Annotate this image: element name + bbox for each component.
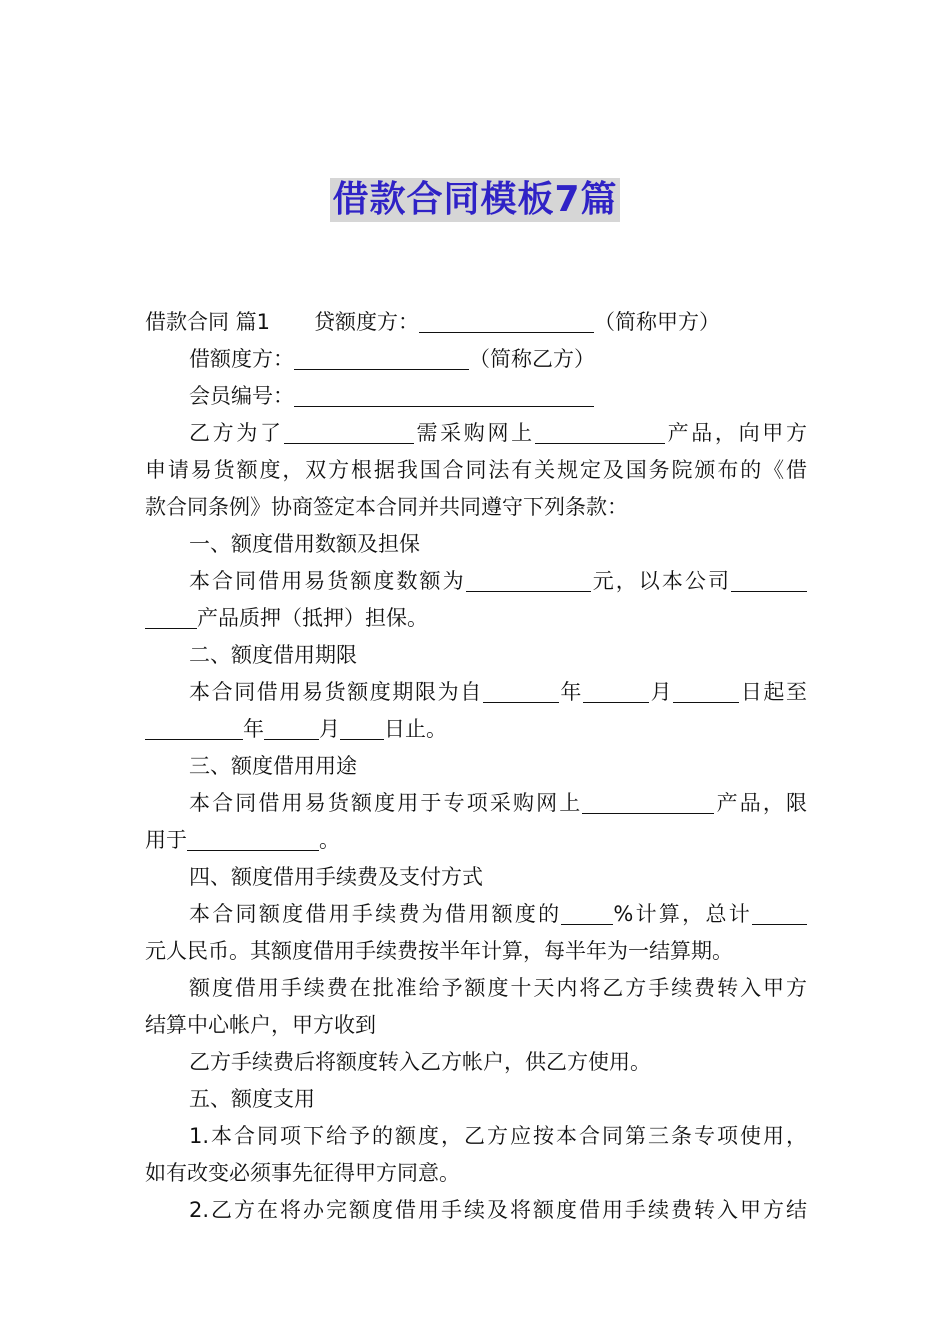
text-line bbox=[145, 415, 807, 452]
text-line: 申请易货额度，双方根据我国合同法有关规定及国务院颁布的《借 bbox=[145, 458, 807, 482]
line-text: 日止。 bbox=[384, 717, 447, 741]
text-line bbox=[145, 304, 807, 341]
section-heading: 一、额度借用数额及担保 bbox=[189, 532, 420, 556]
text-line bbox=[145, 822, 807, 859]
text-line: 额度借用手续费在批准给予额度十天内将乙方手续费转入甲方 bbox=[189, 976, 807, 1000]
line-text: 月 bbox=[649, 680, 674, 704]
section-heading: 五、额度支用 bbox=[189, 1087, 315, 1111]
line-text: 产品，限 bbox=[714, 791, 807, 815]
line-text: 年 bbox=[243, 717, 264, 741]
text-line bbox=[145, 563, 807, 600]
blank-field[interactable] bbox=[673, 674, 739, 703]
blank-field[interactable] bbox=[731, 563, 807, 592]
text-line: 款合同条例》协商签定本合同并共同遵守下列条款： bbox=[145, 495, 628, 519]
line-text: 产品，向甲方 bbox=[664, 421, 807, 445]
blank-field[interactable] bbox=[284, 415, 414, 444]
blank-field[interactable] bbox=[294, 341, 469, 370]
section-heading: 四、额度借用手续费及支付方式 bbox=[189, 865, 483, 889]
text-line bbox=[145, 378, 807, 415]
document-title: 借款合同模板7篇 bbox=[332, 179, 618, 220]
line-text: 日起至 bbox=[739, 680, 807, 704]
blank-field[interactable] bbox=[145, 711, 243, 740]
line-text: 借额度方： bbox=[189, 347, 294, 371]
line-text: 产品质押（抵押）担保。 bbox=[197, 606, 428, 630]
section-heading: 三、额度借用用途 bbox=[189, 754, 357, 778]
text-line bbox=[145, 896, 807, 933]
text-line bbox=[145, 600, 807, 637]
text-line bbox=[145, 674, 807, 711]
text-line bbox=[145, 785, 807, 822]
line-text: 本合同借用易货额度期限为自 bbox=[189, 680, 483, 704]
title-block bbox=[0, 178, 950, 222]
blank-field[interactable] bbox=[466, 563, 591, 592]
line-text: 贷额度方： bbox=[314, 310, 420, 334]
line-text: 用于 bbox=[145, 828, 187, 852]
blank-field[interactable] bbox=[483, 674, 559, 703]
text-line bbox=[145, 341, 807, 378]
blank-field[interactable] bbox=[187, 822, 319, 851]
text-line: 元人民币。其额度借用手续费按半年计算，每半年为一结算期。 bbox=[145, 939, 733, 963]
blank-field[interactable] bbox=[752, 896, 807, 925]
line-text: 本合同借用易货额度数额为 bbox=[189, 569, 466, 593]
blank-field[interactable] bbox=[583, 674, 649, 703]
blank-field[interactable] bbox=[340, 711, 384, 740]
blank-field[interactable] bbox=[145, 600, 197, 629]
document-body bbox=[145, 304, 807, 1229]
line-text: 。 bbox=[319, 828, 340, 852]
line-text: 本合同借用易货额度用于专项采购网上 bbox=[189, 791, 583, 815]
line-text: 会员编号： bbox=[189, 384, 294, 408]
line-text: 乙方为了 bbox=[189, 421, 284, 445]
line-text: 年 bbox=[558, 680, 584, 704]
blank-field[interactable] bbox=[419, 304, 594, 333]
blank-field[interactable] bbox=[561, 896, 613, 925]
text-line: 乙方手续费后将额度转入乙方帐户，供乙方使用。 bbox=[189, 1050, 651, 1074]
blank-field[interactable] bbox=[294, 378, 594, 407]
text-line bbox=[145, 711, 807, 748]
contract-heading: 借款合同 篇1 bbox=[145, 310, 271, 334]
text-line: 1.本合同项下给予的额度，乙方应按本合同第三条专项使用， bbox=[189, 1124, 807, 1148]
text-line: 结算中心帐户，甲方收到 bbox=[145, 1013, 376, 1037]
line-text: 月 bbox=[319, 717, 340, 741]
line-text: 需采购网上 bbox=[413, 421, 535, 445]
section-heading: 二、额度借用期限 bbox=[189, 643, 357, 667]
line-text: %计算，总计 bbox=[613, 902, 752, 926]
line-text: 元，以本公司 bbox=[590, 569, 732, 593]
blank-field[interactable] bbox=[535, 415, 665, 444]
line-text: （简称乙方） bbox=[469, 347, 595, 371]
text-line: 如有改变必须事先征得甲方同意。 bbox=[145, 1161, 460, 1185]
blank-field[interactable] bbox=[582, 785, 714, 814]
line-text: （简称甲方） bbox=[594, 310, 721, 334]
text-line: 2.乙方在将办完额度借用手续及将额度借用手续费转入甲方结 bbox=[189, 1198, 807, 1222]
blank-field[interactable] bbox=[264, 711, 319, 740]
line-text: 本合同额度借用手续费为借用额度的 bbox=[189, 902, 562, 926]
